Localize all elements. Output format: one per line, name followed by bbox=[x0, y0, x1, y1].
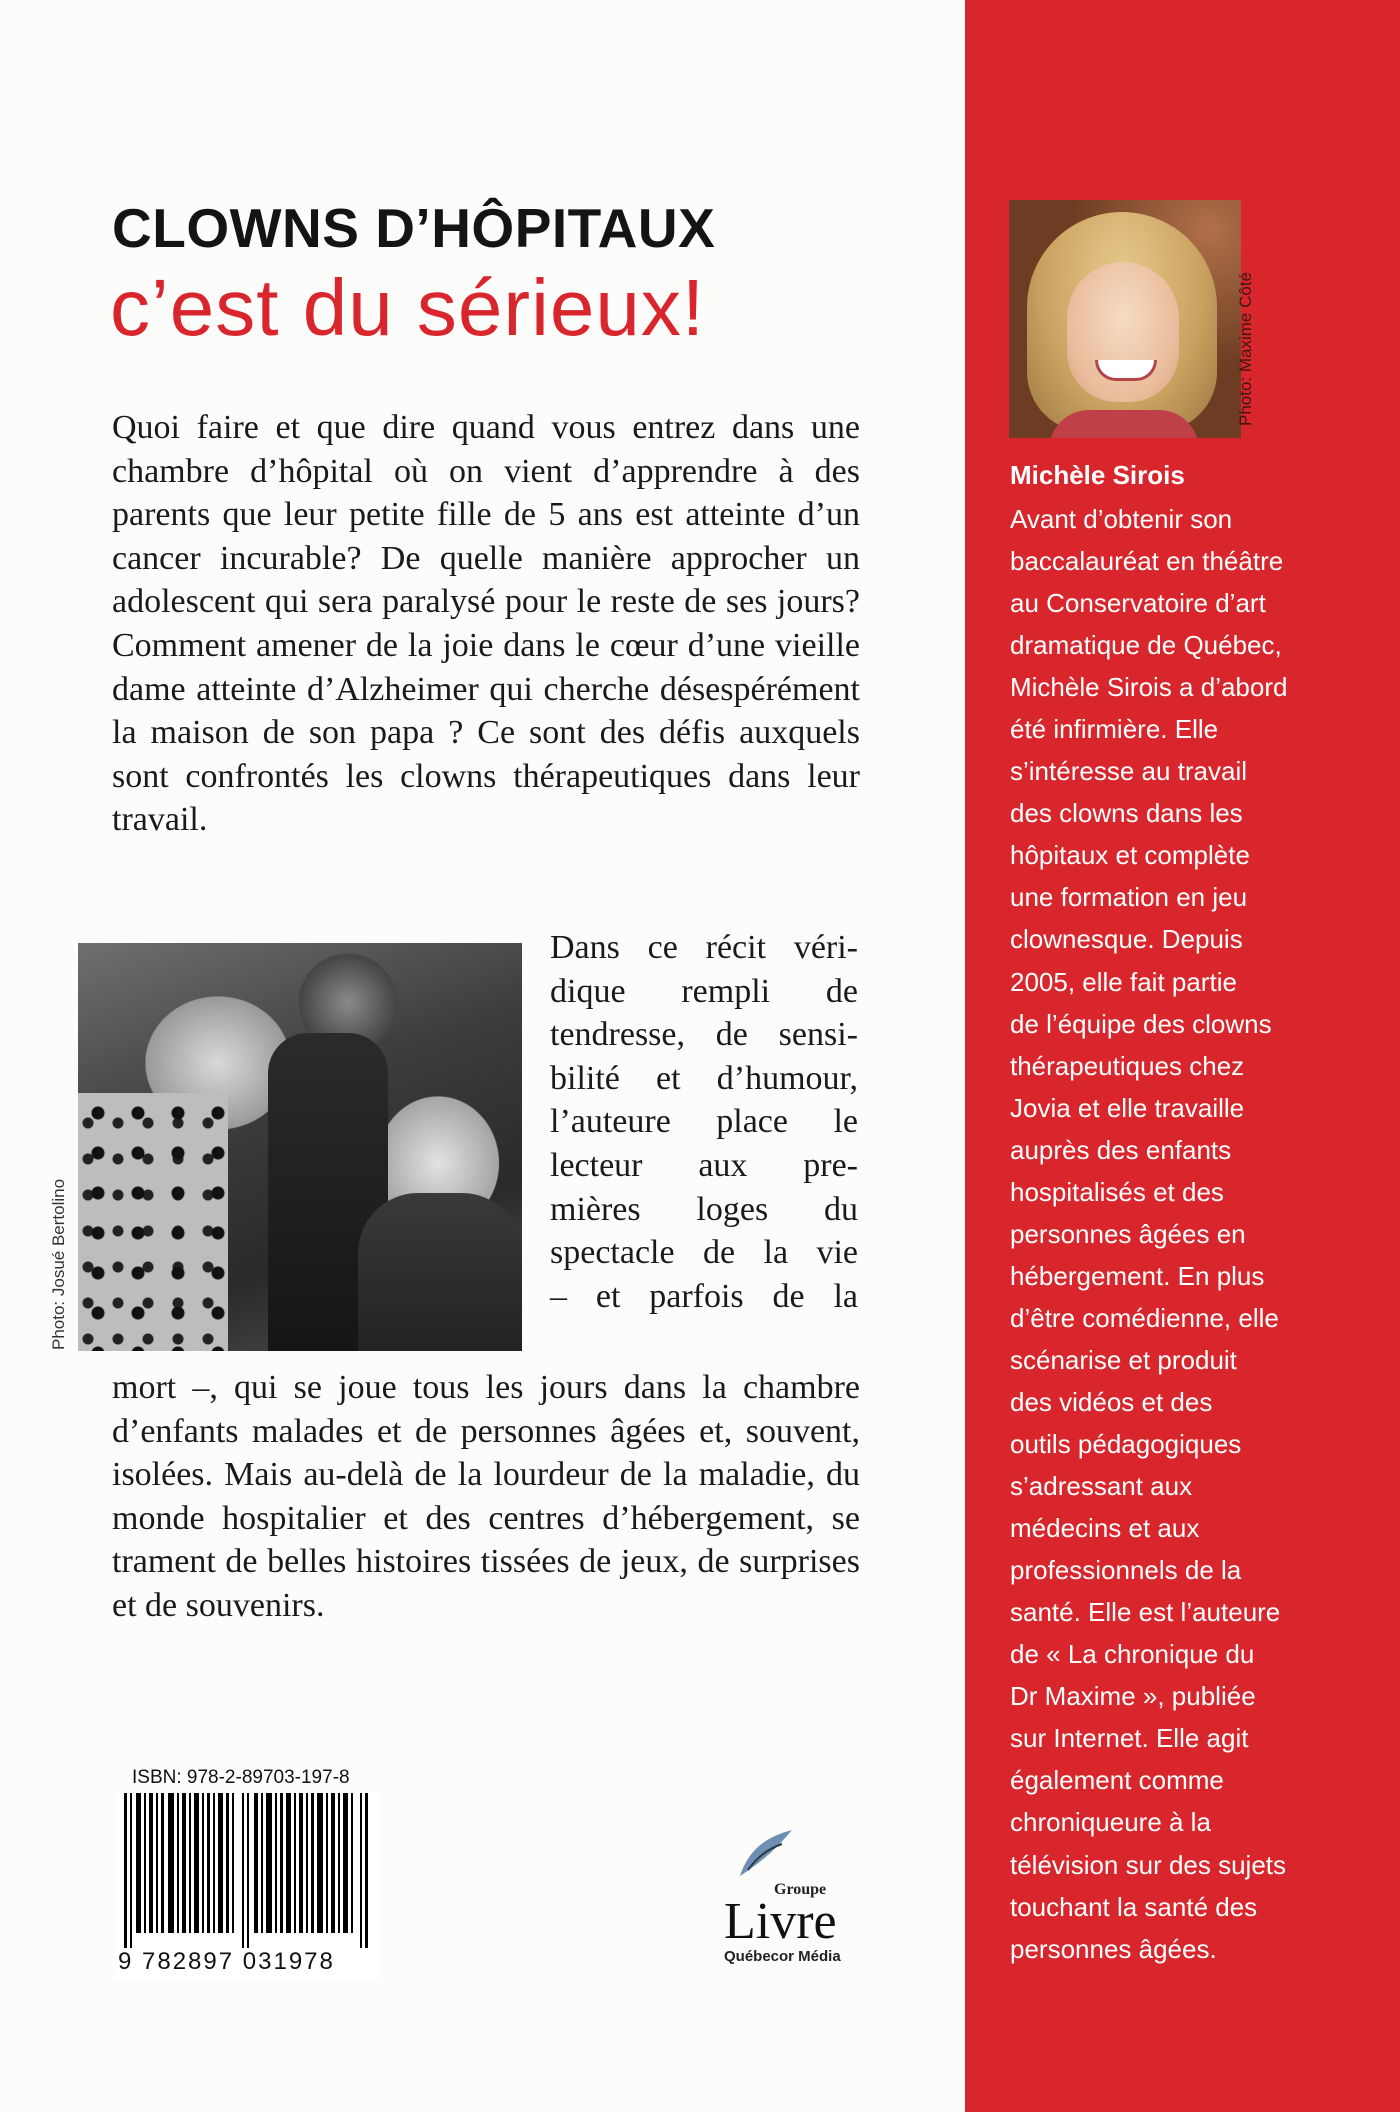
title-line-1: CLOWNS D’HÔPITAUX bbox=[112, 197, 716, 259]
bio-line: hospitalisés et des bbox=[1010, 1176, 1224, 1207]
bio-line: scénarise et produit bbox=[1010, 1344, 1237, 1375]
synopsis-line: spectacle de la vie bbox=[550, 1234, 858, 1272]
portrait-face bbox=[1067, 262, 1179, 402]
bio-line: au Conservatoire d’art bbox=[1010, 588, 1266, 619]
bio-line: d’être comédienne, elle bbox=[1010, 1302, 1279, 1333]
bio-line: Avant d’obtenir son bbox=[1010, 504, 1233, 534]
bio-line: touchant la santé des bbox=[1010, 1891, 1258, 1922]
synopsis-line: Dans ce récit véri- bbox=[550, 929, 858, 966]
isbn-label: ISBN: 978-2-89703-197-8 bbox=[132, 1767, 350, 1788]
bio-line: hébergement. En plus bbox=[1010, 1260, 1265, 1291]
bio-line: s’adressant aux bbox=[1010, 1471, 1193, 1502]
title-line-2: c’est du sérieux! bbox=[110, 263, 706, 352]
bio-line: des vidéos et des bbox=[1010, 1386, 1213, 1417]
synopsis-paragraph-1: Quoi faire et que dire quand vous entrez dans une chambre d’hôpital où on vient d’apprendre à des parents que leur petite fille de 5 ans est atteinte d’un cancer incurable? De quelle manière approcher un adolescent qui sera paralysé pour le reste de ses jours? Comment amener de la joie dans le cœur d’une vieille dame atteinte d’Alzheimer qui cherche désespérément la maison de son papa ? Ce sont des défis auxquels sont confrontés les clowns thérapeutiques dans leur travail. bbox=[112, 409, 860, 839]
bio-line: de l’équipe des clowns bbox=[1010, 1008, 1272, 1039]
bio-line: clownesque. Depuis bbox=[1010, 924, 1243, 955]
author-portrait bbox=[1009, 200, 1241, 438]
leaf-icon bbox=[730, 1826, 800, 1886]
bio-line: une formation en jeu bbox=[1010, 882, 1248, 913]
bio-line: médecins et aux bbox=[1010, 1513, 1200, 1544]
photo-leopard-coat bbox=[78, 1093, 228, 1351]
barcode-bars bbox=[114, 1793, 380, 1949]
bio-line: professionnels de la bbox=[1010, 1555, 1242, 1586]
bio-line: hôpitaux et complète bbox=[1010, 840, 1250, 871]
bio-line: outils pédagogiques bbox=[1010, 1429, 1242, 1460]
bio-line: 2005, elle fait partie bbox=[1010, 966, 1237, 997]
bio-line: été infirmière. Elle bbox=[1010, 714, 1219, 745]
bio-line: dramatique de Québec, bbox=[1010, 630, 1282, 661]
bio-line: Michèle Sirois a d’abord bbox=[1010, 672, 1288, 703]
clown-visit-photo bbox=[78, 943, 522, 1351]
bio-line: télévision sur des sujets bbox=[1010, 1849, 1287, 1880]
bio-line: personnes âgées. bbox=[1010, 1933, 1217, 1964]
bio-line: chroniqueure à la bbox=[1010, 1807, 1211, 1838]
publisher-groupe: Groupe bbox=[774, 1881, 827, 1898]
bio-line: baccalauréat en théâtre bbox=[1010, 546, 1284, 577]
synopsis-line: mières loges du bbox=[550, 1190, 858, 1228]
bio-line: des clowns dans les bbox=[1010, 798, 1243, 829]
publisher-livre: Livre bbox=[724, 1893, 837, 1950]
synopsis-paragraph-2 bbox=[550, 926, 858, 1318]
synopsis-line: lecteur aux pre- bbox=[550, 1146, 858, 1184]
barcode-digits: 9 782897 031978 bbox=[118, 1948, 380, 1976]
synopsis-line: bilité et d’humour, bbox=[550, 1059, 858, 1097]
photo-elderly-woman bbox=[358, 1193, 522, 1351]
bio-line: Dr Maxime », publiée bbox=[1010, 1681, 1256, 1712]
synopsis-line: – et parfois de la bbox=[550, 1277, 858, 1315]
publisher-subtitle: Québecor Média bbox=[724, 1948, 841, 1965]
bio-line: s’intéresse au travail bbox=[1010, 756, 1247, 787]
photo-credit-right bbox=[1236, 410, 1400, 426]
synopsis-line: dique rempli de bbox=[550, 972, 858, 1010]
author-name: Michèle Sirois bbox=[1010, 460, 1185, 490]
synopsis-line: l’auteure place le bbox=[550, 1103, 858, 1141]
synopsis-paragraph-3: mort –, qui se joue tous les jours dans la chambre d’enfants malades et de personnes âgées et, souvent, isolées. Mais au-delà de la lourdeur de la maladie, du monde hospitalier et des centres d’hébergement, se trament de belles histoires tissées de jeux, de surprises et de souvenirs. bbox=[112, 1369, 860, 1624]
bio-line: santé. Elle est l’auteure bbox=[1010, 1597, 1281, 1628]
portrait-clothing bbox=[1049, 410, 1199, 438]
bio-line: thérapeutiques chez bbox=[1010, 1050, 1245, 1081]
bio-line: auprès des enfants bbox=[1010, 1134, 1232, 1165]
bio-line: de « La chronique du bbox=[1010, 1639, 1255, 1670]
bio-line: également comme bbox=[1010, 1765, 1224, 1796]
publisher-logo bbox=[702, 1826, 872, 1976]
bio-line: sur Internet. Elle agit bbox=[1010, 1723, 1249, 1754]
photo-credit-left bbox=[49, 1334, 249, 1350]
author-bio bbox=[1010, 498, 1340, 1970]
synopsis-line: tendresse, de sensi- bbox=[550, 1016, 858, 1054]
bio-line: Jovia et elle travaille bbox=[1010, 1092, 1245, 1123]
bio-line: personnes âgées en bbox=[1010, 1218, 1246, 1249]
